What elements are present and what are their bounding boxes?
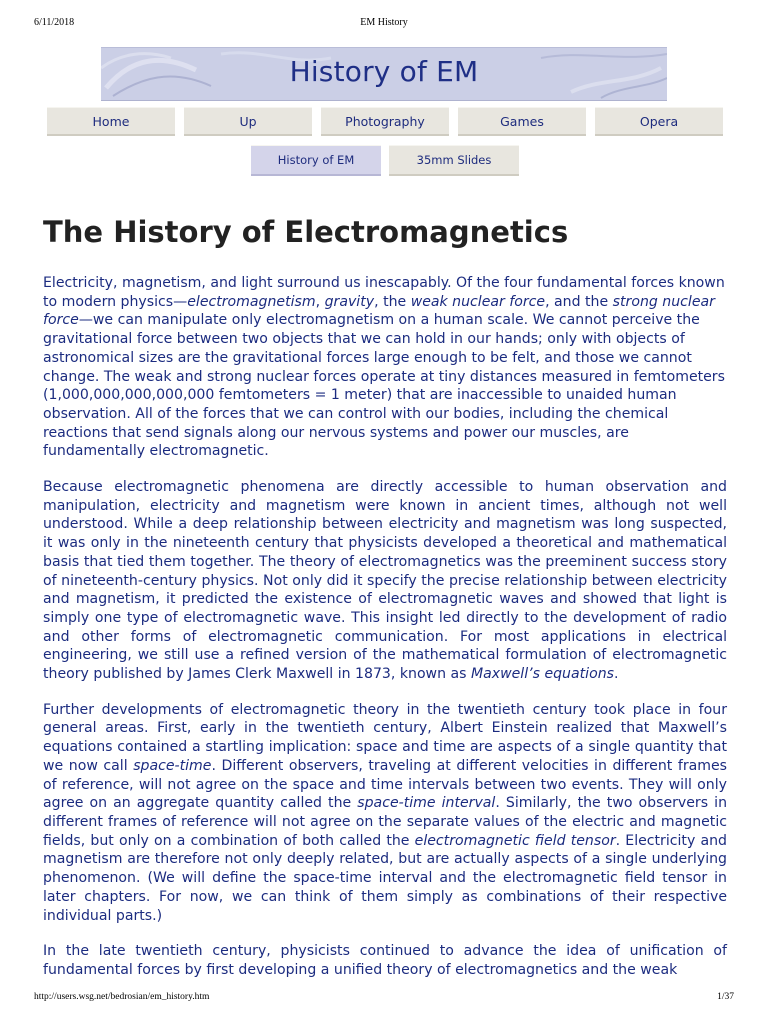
print-title: EM History (360, 17, 408, 28)
print-header (0, 0, 768, 28)
text-segment: , and the (545, 293, 613, 310)
article (43, 210, 727, 997)
emphasis: space-time (133, 757, 212, 774)
print-url: http://users.wsg.net/bedrosian/em_history.htm (34, 992, 210, 1002)
text-segment: —we can manipulate only electromagnetism on a human scale. We cannot perceive the gravitational force between two objects that we can hold in our hands; only with objects of astronomical sizes are the gravitational forces large enough to be felt, and those we cannot change. The weak and strong nuclear forces operate at tiny distances measured in femtometers (1,000,000,000,000,000 femtometers = 1 meter) that are inaccessible to unaided human observation. All of the forces that we can control with our bodies, including the chemical reactions that send signals along our nervous systems and power our muscles, are fundamentally electromagnetic. (43, 312, 725, 460)
nav-home-button[interactable]: Home (47, 107, 175, 136)
page-number: 1/37 (717, 992, 734, 1002)
paragraph-2 (43, 478, 727, 684)
text-segment: , (315, 293, 325, 310)
text-segment: . Different observers, traveling at different velocities in different frames of reference, will not agree on the space and time intervals between two events. They will only agree on an aggregate quantity called the (43, 757, 727, 812)
banner-title: History of EM (289, 55, 479, 88)
text-segment: . Electricity and magnetism are therefore not only deeply related, but are actually aspects of a single underlying phenomenon. (We will define the space-time interval and the electromagnetic field tensor in later chapters. For now, we can think of them simply as combinations of their respective individual parts.) (43, 832, 728, 924)
emphasis: weak nuclear force (410, 293, 546, 310)
nav-photography-button[interactable]: Photography (321, 107, 449, 136)
page-title: The History of Electromagnetics (43, 215, 569, 249)
paragraph-4 (43, 942, 727, 979)
emphasis: gravity (324, 293, 375, 310)
emphasis: space-time interval (357, 795, 496, 812)
site-banner (101, 47, 667, 101)
nav-35mm-slides-button[interactable]: 35mm Slides (389, 145, 519, 176)
text-segment: Electricity, magnetism, and light surround us inescapably. Of the four fundamental forces known to modern physics— (43, 275, 725, 310)
nav-games-button[interactable]: Games (458, 107, 586, 136)
emphasis: electromagnetism (187, 293, 316, 310)
paragraph-3 (43, 701, 727, 925)
print-date: 6/11/2018 (34, 17, 75, 28)
text-segment: . (613, 666, 619, 683)
paragraph-1 (43, 274, 727, 461)
nav-opera-button[interactable]: Opera (595, 107, 723, 136)
nav-up-button[interactable]: Up (184, 107, 312, 136)
emphasis: electromagnetic field tensor (414, 832, 616, 849)
text-segment: . Similarly, the two observers in different frames of reference will not agree on the separate values of the electric and magnetic fields, but only on a combination of both called the (43, 795, 727, 849)
emphasis: strong nuclear force (43, 293, 715, 329)
text-segment: Further developments of electromagnetic theory in the twentieth century took place in four general areas. First, early in the twentieth century, Albert Einstein realized that Maxwell’s equations contained a startling implication: space and time are aspects of a single quantity that we now call (43, 701, 727, 774)
text-segment: , the (374, 293, 411, 310)
emphasis: Maxwell’s equations (470, 666, 614, 683)
nav-history-of-em-button[interactable]: History of EM (251, 145, 381, 176)
text-segment: Because electromagnetic phenomena are directly accessible to human observation and manipulation, electricity and magnetism were known in ancient times, although not well understood. While a deep relationship between electricity and magnetism was long suspected, it was only in the nineteenth century that physicists developed a theoretical and mathematical basis that tied them together. The theory of electromagnetics was the preeminent success story of nineteenth-century physics. Not only did it specify the precise relationship between electricity and magnetism, it predicted the existence of electromagnetic waves and showed that light is simply one type of electromagnetic wave. This insight led directly to the development of radio and other forms of electromagnetic communication. For most applications in electrical engineering, we still use a refined version of the mathematical formulation of electromagnetic theory published by James Clerk Maxwell in 1873, known as (43, 479, 727, 683)
text-segment: In the late twentieth century, physicists continued to advance the idea of unification of fundamental forces by first developing a unified theory of electromagnetics and the weak (43, 943, 727, 978)
